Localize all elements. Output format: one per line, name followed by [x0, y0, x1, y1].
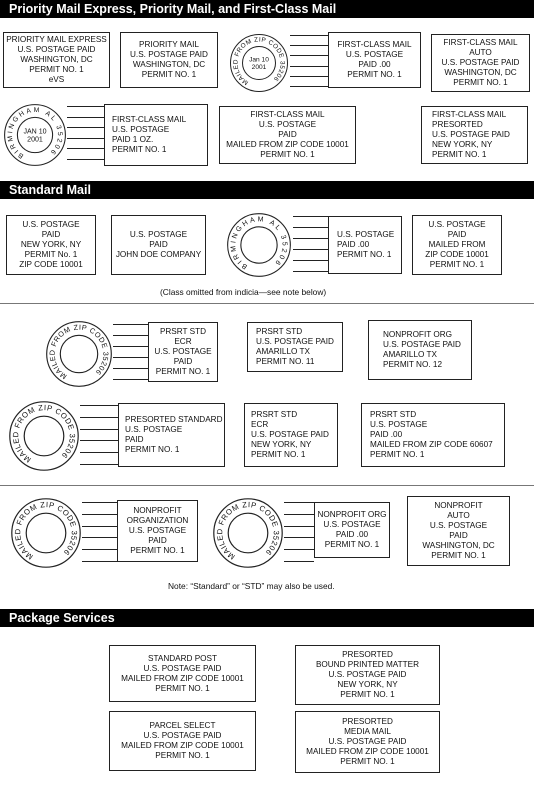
indicia-line: MAILED FROM ZIP CODE 10001 [121, 673, 244, 683]
indicia-nonprofit-organization [117, 500, 198, 562]
postmark-circular-text: BIRMINGHAM AL 35206 [6, 106, 63, 160]
cancellation-line [293, 271, 328, 272]
indicia-line: U.S. POSTAGE PAID [130, 50, 208, 59]
indicia-line: PAID [148, 536, 167, 545]
indicia-nonprofit-org-paid-00 [314, 502, 390, 558]
zip-postmark-stamp [229, 33, 289, 93]
indicia-line: PERMIT NO. 1 [453, 78, 508, 87]
indicia-line: U.S. POSTAGE [258, 120, 317, 129]
indicia-line: WASHINGTON, DC [422, 541, 495, 550]
indicia-first-class-paid-00 [328, 32, 421, 88]
cancellation-lines [80, 405, 118, 465]
indicia-line: PRSRT STD [159, 327, 207, 336]
cancellation-line [290, 35, 328, 36]
postmark-circular-text: MAILED FROM ZIP CODE 35206 [232, 36, 286, 87]
indicia-line: U.S. POSTAGE PAID [328, 670, 407, 679]
indicia-line: FIRST-CLASS MAIL [112, 115, 187, 124]
cancellation-line [82, 549, 117, 550]
indicia-nonprofit-auto [407, 496, 510, 566]
indicia-line: PRESORTED STANDARD [125, 415, 223, 424]
indicia-prsrt-std-ecr [148, 322, 218, 382]
indicia-line: AUTO [469, 48, 492, 57]
indicia-line: STANDARD POST [148, 653, 217, 663]
zip-postmark-stamp [45, 320, 113, 388]
indicia-line: PAID .00 [335, 530, 369, 539]
indicia-line: PERMIT NO. 1 [125, 445, 180, 454]
indicia-prsrt-std-ecr-new-york [244, 403, 338, 467]
postmark-date: Jan 10 [249, 56, 269, 64]
indicia-line: PERMIT NO. 1 [155, 683, 210, 693]
indicia-line: PRSRT STD [256, 327, 303, 336]
indicia-line: PERMIT NO. 1 [340, 690, 395, 699]
indicia-line: FIRST-CLASS MAIL [432, 110, 507, 119]
cancellation-line [290, 45, 328, 46]
indicia-line: PERMIT NO. 1 [324, 540, 380, 549]
indicia-line: PAID [41, 230, 61, 239]
indicia-line: NONPROFIT ORG [317, 510, 387, 519]
cancellation-line [293, 238, 328, 239]
indicia-line: FIRST-CLASS MAIL [443, 38, 518, 47]
indicia-line: U.S. POSTAGE [129, 230, 188, 239]
indicia-line: U.S. POSTAGE [428, 220, 486, 229]
indicia-standard-mailed-from [412, 215, 502, 275]
indicia-line: AMARILLO TX [256, 347, 310, 356]
indicia-line: eVS [48, 75, 65, 84]
indicia-line: PRIORITY MAIL [139, 40, 199, 49]
cancellation-line [67, 127, 104, 128]
indicia-line: PAID [149, 240, 168, 249]
indicia-priority-mail [120, 32, 218, 88]
indicia-line: MAILED FROM ZIP CODE 10001 [306, 747, 429, 756]
indicia-line: PERMIT NO. 1 [260, 150, 315, 159]
indicia-first-class-zip-10001 [219, 106, 356, 164]
indicia-line: U.S. POSTAGE [154, 347, 212, 356]
indicia-line: U.S. POSTAGE PAID [441, 58, 520, 67]
indicia-line: ZIP CODE 10001 [19, 260, 83, 269]
indicia-line: MAILED FROM ZIP CODE 10001 [121, 741, 244, 750]
cancellation-line [80, 440, 118, 441]
indicia-line: WASHINGTON, DC [132, 60, 206, 69]
indicia-line: PAID [278, 130, 297, 139]
indicia-line: AUTO [447, 511, 470, 520]
indicia-line: U.S. POSTAGE [429, 521, 488, 530]
indicia-line: NEW YORK, NY [432, 140, 493, 149]
cancellation-line [82, 502, 117, 503]
indicia-line: PERMIT NO. 1 [340, 757, 395, 766]
cancellation-line [290, 86, 328, 87]
indicia-line: PERMIT NO. 1 [431, 551, 486, 560]
indicia-line: PERMIT NO. 1 [130, 546, 185, 555]
postmark-circular-text: MAILED FROM ZIP CODE 35206 [13, 500, 79, 562]
divider [0, 303, 534, 304]
indicia-standard-paid-00 [328, 216, 402, 274]
priority-section-header: Priority Mail Express, Priority Mail, and First-Class Mail [0, 0, 534, 18]
indicia-line: FIRST-CLASS MAIL [250, 110, 325, 119]
cancellation-line [293, 249, 328, 250]
indicia-line: U.S. POSTAGE [125, 425, 183, 434]
zip-postmark-stamp [212, 497, 284, 569]
indicia-line: U.S. POSTAGE [22, 220, 80, 229]
postmark-date: JAN 10 [23, 128, 47, 136]
indicia-line: U.S. POSTAGE PAID [17, 45, 96, 54]
birmingham-postmark-stamp [226, 212, 292, 278]
indicia-line: NONPROFIT [133, 506, 182, 515]
indicia-line: U.S. POSTAGE PAID [143, 663, 222, 673]
cancellation-line [80, 417, 118, 418]
indicia-line: PAID .00 [370, 430, 403, 439]
indicia-line: ECR [174, 337, 192, 346]
indicia-first-class-auto [431, 34, 530, 92]
indicia-line: MEDIA MAIL [344, 727, 391, 736]
indicia-line: PAID .00 [358, 60, 391, 69]
postmark-circular-text: MAILED FROM ZIP CODE 35206 [11, 403, 77, 465]
cancellation-line [113, 324, 148, 325]
cancellation-line [113, 368, 148, 369]
cancellation-line [113, 379, 148, 380]
postmark-date: 2001 [251, 64, 267, 71]
indicia-line: PRSRT STD [370, 410, 417, 419]
indicia-line: PERMIT NO. 1 [347, 70, 402, 79]
indicia-first-class-1oz [104, 104, 208, 166]
indicia-line: PERMIT NO. 1 [29, 65, 84, 74]
indicia-line: PRESORTED [342, 650, 393, 659]
indicia-line: BOUND PRINTED MATTER [315, 660, 420, 669]
indicia-line: PARCEL SELECT [149, 721, 216, 730]
cancellation-lines [113, 324, 148, 380]
indicia-line: PAID .00 [337, 240, 370, 249]
indicia-line: PAID [125, 435, 144, 444]
cancellation-line [284, 561, 314, 562]
indicia-line: PERMIT NO. 1 [155, 367, 211, 376]
indicia-media-mail [295, 711, 440, 773]
zip-postmark-stamp [8, 400, 80, 472]
cancellation-line [284, 549, 314, 550]
cancellation-lines [67, 106, 104, 160]
indicia-priority-mail-express [3, 32, 110, 88]
indicia-first-class-presorted [421, 106, 528, 164]
indicia-line: U.S. POSTAGE PAID [251, 430, 329, 439]
indicia-line: U.S. POSTAGE [128, 526, 187, 535]
indicia-line: PERMIT NO. 1 [432, 150, 487, 159]
postmark-circular-text: BIRMINGHAM AL 35206 [230, 216, 288, 270]
indicia-line: U.S. POSTAGE PAID [143, 731, 222, 740]
indicia-line: WASHINGTON, DC [444, 68, 517, 77]
cancellation-line [80, 452, 118, 453]
cancellation-line [284, 502, 314, 503]
birmingham-postmark-stamp [3, 103, 67, 167]
indicia-line: NONPROFIT [434, 501, 483, 510]
indicia-standard-new-york [6, 215, 96, 275]
indicia-line: MAILED FROM ZIP CODE 60607 [370, 440, 493, 449]
cancellation-line [113, 335, 148, 336]
postmark-date: 2001 [27, 136, 43, 144]
cancellation-lines [82, 502, 117, 562]
cancellation-line [67, 138, 104, 139]
indicia-line: U.S. POSTAGE [370, 420, 428, 429]
indicia-line: PERMIT NO. 1 [112, 145, 167, 154]
indicia-line: U.S. POSTAGE [112, 125, 170, 134]
indicia-standard-john-doe [111, 215, 206, 275]
postmark-circular-text: MAILED FROM ZIP CODE 35206 [47, 322, 111, 382]
indicia-line: PERMIT NO. 1 [251, 450, 306, 459]
cancellation-line [290, 66, 328, 67]
indicia-line: U.S. POSTAGE PAID [256, 337, 334, 346]
indicia-line: AMARILLO TX [383, 350, 437, 359]
indicia-line: PERMIT NO. 1 [370, 450, 425, 459]
indicia-line: PERMIT NO. 1 [337, 250, 392, 259]
cancellation-line [113, 346, 148, 347]
indicia-line: PRSRT STD [251, 410, 298, 419]
indicia-line: U.S. POSTAGE PAID [432, 130, 510, 139]
cancellation-line [67, 159, 104, 160]
indicia-line: PAID 1 OZ. [112, 135, 154, 144]
cancellation-line [80, 464, 118, 465]
indicia-parcel-select [109, 711, 256, 771]
indicia-bound-printed-matter [295, 645, 440, 705]
cancellation-line [82, 537, 117, 538]
standard-note: Note: “Standard” or “STD” may also be used. [168, 581, 335, 591]
indicia-line: PAID [173, 357, 193, 366]
indicia-line: U.S. POSTAGE [323, 520, 381, 529]
cancellation-line [284, 537, 314, 538]
indicia-line: NEW YORK, NY [251, 440, 312, 449]
cancellation-line [82, 561, 117, 562]
cancellation-line [290, 55, 328, 56]
cancellation-lines [290, 35, 328, 87]
indicia-standard-post [109, 645, 256, 702]
indicia-prsrt-std-amarillo [247, 322, 343, 372]
indicia-line: ECR [251, 420, 269, 429]
indicia-line: PAID [449, 531, 468, 540]
indicia-line: PERMIT NO. 12 [383, 360, 442, 369]
indicia-line: PERMIT NO. 1 [155, 751, 210, 760]
cancellation-lines [293, 216, 328, 272]
divider [0, 485, 534, 486]
indicia-line: WASHINGTON, DC [20, 55, 93, 64]
indicia-line: NEW YORK, NY [337, 680, 398, 689]
postmark-circular-text: MAILED FROM ZIP CODE 35206 [215, 500, 281, 562]
cancellation-line [67, 148, 104, 149]
cancellation-line [293, 227, 328, 228]
indicia-line: NEW YORK, NY [20, 240, 82, 249]
cancellation-line [67, 117, 104, 118]
indicia-line: ORGANIZATION [126, 516, 189, 525]
package-section-header: Package Services [0, 609, 534, 627]
cancellation-line [82, 526, 117, 527]
indicia-line: FIRST-CLASS MAIL [337, 40, 412, 49]
indicia-line: PRESORTED [342, 717, 393, 726]
indicia-line: PRIORITY MAIL EXPRESS [6, 35, 107, 44]
zip-postmark-stamp [10, 497, 82, 569]
cancellation-line [80, 429, 118, 430]
indicia-presorted-standard [118, 403, 225, 467]
indicia-line: PERMIT NO. 1 [429, 260, 485, 269]
indicia-line: PERMIT NO. 11 [256, 357, 315, 366]
cancellation-line [67, 106, 104, 107]
indicia-prsrt-std-60607 [361, 403, 505, 467]
cancellation-line [80, 405, 118, 406]
cancellation-line [284, 514, 314, 515]
indicia-line: PERMIT No. 1 [24, 250, 78, 259]
indicia-line: PERMIT NO. 1 [141, 70, 197, 79]
cancellation-line [82, 514, 117, 515]
indicia-line: MAILED FROM [428, 240, 486, 249]
cancellation-lines [284, 502, 314, 562]
indicia-line: U.S. POSTAGE [337, 230, 395, 239]
indicia-line: MAILED FROM ZIP CODE 10001 [226, 140, 349, 149]
indicia-line: U.S. POSTAGE PAID [328, 737, 407, 746]
class-omitted-note: (Class omitted from indicia—see note below) [160, 287, 327, 297]
indicia-line: PAID [447, 230, 467, 239]
cancellation-line [113, 357, 148, 358]
indicia-line: PRESORTED [432, 120, 483, 129]
cancellation-line [284, 526, 314, 527]
cancellation-line [290, 76, 328, 77]
indicia-line: U.S. POSTAGE [345, 50, 404, 59]
indicia-line: U.S. POSTAGE PAID [383, 340, 461, 349]
cancellation-line [293, 260, 328, 261]
standard-section-header: Standard Mail [0, 181, 534, 199]
indicia-line: NONPROFIT ORG [383, 330, 452, 339]
indicia-line: ZIP CODE 10001 [425, 250, 489, 259]
indicia-line: JOHN DOE COMPANY [115, 250, 202, 259]
cancellation-line [293, 216, 328, 217]
indicia-nonprofit-amarillo [368, 320, 472, 380]
